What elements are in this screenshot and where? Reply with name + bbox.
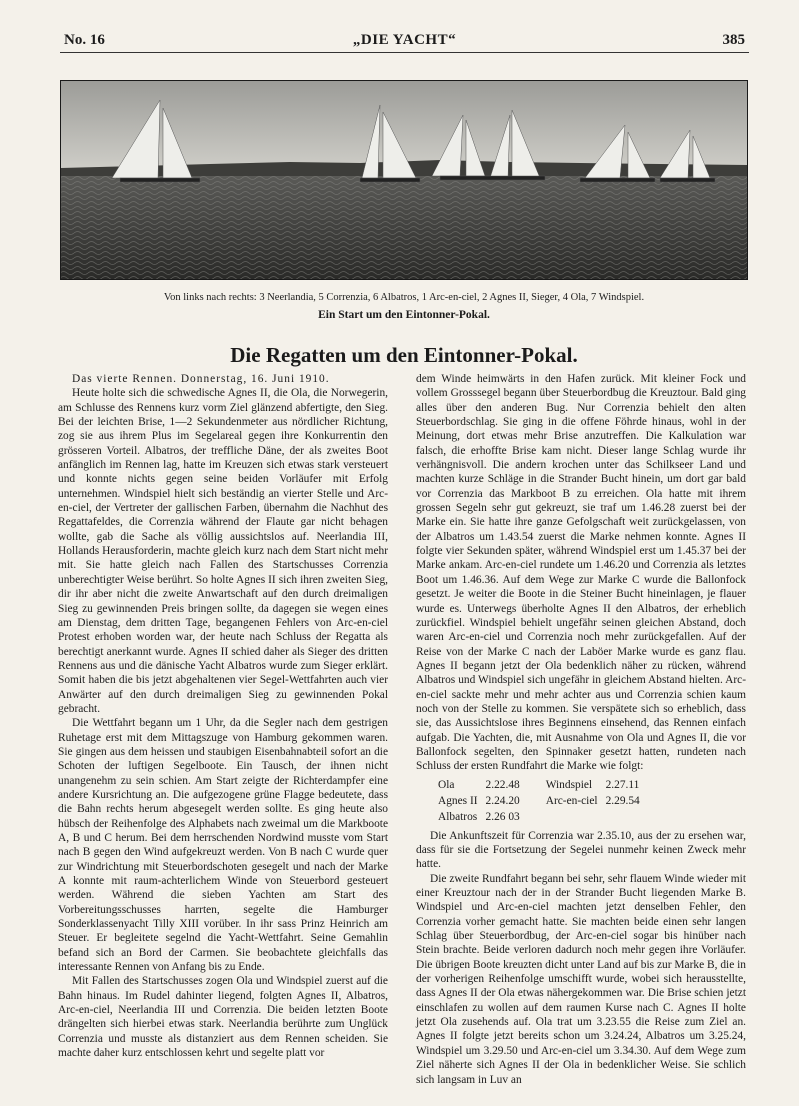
results-row [438,794,646,808]
boat-name [546,810,604,824]
left-column [58,372,388,1061]
boat-name: Ola [438,778,455,791]
page-number: 385 [722,32,745,48]
boat-time [606,810,646,824]
paragraph: dem Winde heimwärts in den Hafen zurück. Mit kleiner Fock und vollem Grosssegel begann über Steuerbordbug die Kreuztour. Bald ging alles über den anderen Bug. Nur Correnzia behielt den alten Steuerbordschlag. Sie ging in die offene Föhrde hinaus, wohl in der Meinung, dort etwas mehr Brise anzutreffen. Die Kalkulation war falsch, die erhoffte Brise kam nicht. Dieser lange Schlag wurde ihr verhängnisvoll. Die andern krochen unter das Schilkseer Land und machten kurze Schläge in die Strander Bucht hinein, um dort gar bald vor Correnzia das Markboot B zu erreichen. Ola hatte mit ihrem grossen Segeln sehr gut gekreuzt, sie traf um 1.46.28 zuerst bei der Marke ein. Sie hatte ihre ganze Gefolgschaft weit zurückgelassen, von der Albatros um 1.43.54 zuerst die Marke nehmen konnte. Agnes II folgte vier Sekunden später, während Windspiel erst um 1.45.37 bei der Marke ankam. Arc-en-ciel rundete um 1.46.20 und Correnzia als letztes Boot um 1.46.36. Auf dem Wege zur Marke C wurde die Ballonfock gesetzt. Je weiter die Boote in die Steiner Bucht hineinlagen, je flauer wurde es. Unterwegs überholte Agnes II den Albatros, der erheblich zurückfiel. Windspiel behielt ungefähr seinen gleichen Abstand, doch waren Arc-en-ciel und Correnzia noch mehr zurückgefallen. Auf der Reise von der Marke C nach der Laböer Marke wurde es ganz flau. Agnes II begann jetzt der Ola bedenklich näher zu rücken, während Albatros und Windspiel sich ungefähr in gleichem Abstand hielten. Arc-en-ciel sackte mehr und mehr achter aus und Correnzia schien kaum noch von der Stelle zu kommen. Sie verspätete sich so erheblich, dass sie, das Aussichtslose ihres Beginnens einsehend, das Rennen einfach aufgab. Die Yachten, die, mit Ausnahme von Ola und Agnes II, die vor Ballonfock segelten, den Spinnaker gesetzt hatten, rundeten nach Schluss der ersten Rundfahrt die Marke wie folgt: [416,373,746,773]
right-column [416,372,746,1087]
paragraph: Heute holte sich die schwedische Agnes II, die Ola, die Norwegerin, am Schlusse des Rennens kurz vorm Ziel glänzend abfertigte, den Sieg. Bei der leichten Brise, 1—2 Sekundenmeter aus nördlicher Richtung, zog sie aus ihrem Plus im Segelareal gegen ihre Konkurrentin den grösseren Vorteil. Albatros, der treffliche Däne, der als zweites Boot anfänglich im Rennen lag, hatte im Kreuzen sich etwas stark versteuert und konnte nichts gegen seine beiden Vorläufer mit Erfolg unternehmen. Windspiel hielt sich beständig an vierter Stelle und Arc-en-ciel, der Vertreter der gallischen Farben, übernahm die Nachhut des Regattafeldes, die Correnzia während der Flaute gar nicht behagen wollte, gab die Sache als völlig aussichtslos auf. Neerlandia III, Hollands Herausforderin, machte gleich kurz nach dem Start nicht mehr mit. Sie hatte gleich nach Fallen des Startschusses Correnzia unberechtigter Weise berührt. So holte Agnes II sich ihren zweiten Sieg, dir ihr aber nicht die zweite Anwartschaft auf den durch dreimaligen Sieg zu gewinnenden Preis bringen sollte, da dagegen sie wegen eines am Dienstag, dem dritten Tage, begangenen Fehlers von Arc-en-ciel Protest erhoben worden war, der heute nach Schluss der Regatta als berechtigt anerkannt wurde. Agnes II schied daher als Sieger des dritten Rennens aus und die dänische Yacht Albatros wurde zum Sieger erklärt. Somit haben die bis jetzt abgehaltenen vier Segel-Wettfahrten auch vier Anwärter auf den durch dreimaligen Sieg zu gewinnenden Pokal gebracht. [58,387,388,715]
boat-name: Agnes II [438,794,478,807]
results-row [438,778,646,792]
paragraph: Die Wettfahrt begann um 1 Uhr, da die Segler nach dem gestrigen Ruhetage erst mit dem Mittagszuge von Hamburg gekommen waren. Sie gingen aus dem heissen und staubigen Eisenbahnabteil sofort an die Schoten der luftigen Segelboote. Ein Tausch, der ihnen nicht unangenehm zu sein schien. Am Start zeigte der Richterdampfer eine andere Kursrichtung an. Die aufgezogene grüne Flagge bedeutete, dass die Bahn rechts herum abgesegelt werden sollte. Es ging heute also hübsch der Reihenfolge des Alphabets nach zweimal um die Markboote A, B und C herum. Bei dem herrschenden Nordwind musste vom Start nach B gegen den Wind aufgekreuzt werden. Von B nach C wurde quer zur Windrichtung mit Steuerbordschoten gesegelt und nach der Marke A konnte mit raum-achterlichem Winde von Steuerbord gesteuert werden. Während die sieben Yachten am Start des Vorbereitungsschusses harrten, segelte die Hamburger Sonderklassenyacht Tilly XIII vorüber. In ihr sass Prinz Heinrich am Steuer. Er begleitete segelnd die Yacht-Wettfahrt. Seine Gemahlin befand sich an Bord der Carmen. Sie beobachtete gleichfalls das interessante Rennen von Anfang bis zu Ende. [58,717,388,974]
results-row [438,810,646,824]
boat-time: 2.24.20 [485,794,520,807]
paragraph: Mit Fallen des Startschusses zogen Ola und Windspiel zuerst auf die Bahn hinaus. Im Rudel dahinter liegend, folgten Agnes II, Albatros, Arc-en-ciel, Neerlandia III und Correnzia. Die beiden letzten Boote drängelten sich hierbei etwas stark. Neerlandia berührte zum Unglück Correnzia und musste als distanziert aus dem Rennen scheiden. Sie machte daher kurz entschlossen kehrt und segelte platt vor [58,975,388,1060]
boat-name: Arc-en-ciel [545,794,598,807]
photo-caption-title: Ein Start um den Eintonner-Pokal. [318,309,490,321]
paragraph: Die Ankunftszeit für Correnzia war 2.35.10, aus der zu ersehen war, dass für sie die Fortsetzung der Segelei nunmehr keinen Zweck mehr hatte. [416,829,746,871]
regatta-photo [60,80,748,280]
dateline: Das vierte Rennen. Donnerstag, 16. Juni 1910. [72,373,330,385]
magazine-title: „DIE YACHT“ [352,32,457,48]
boat-name: Windspiel [545,778,593,791]
boat-time: 2.26 03 [485,811,520,824]
article-title: Die Regatten um den Eintonner-Pokal. [230,343,578,367]
issue-number: No. 16 [64,32,105,48]
page-header [60,30,749,53]
boat-name: Albatros [438,811,478,824]
boat-time: 2.27.11 [605,778,640,791]
boat-time: 2.22.48 [485,778,520,791]
boat-time: 2.29.54 [605,794,640,807]
paragraph: Die zweite Rundfahrt begann bei sehr, sehr flauem Winde wieder mit einer Kreuztour nach der in der Strander Bucht liegenden Marke B. Windspiel und Arc-en-ciel machten jetzt denselben Fehler, den Correnzia vorher gemacht hatte. Sie machten beide einen sehr langen Schlag über Steuerbordbug, der Arc-en-ciel sogar bis hinüber nach Stein brachte. Beide verloren dadurch noch mehr gegen ihre Vorläufer. Die übrigen Boote kreuzten dicht unter Land auf bis zur Marke B, die in der vorherigen Reihenfolge umschifft wurde, wobei sich herausstellte, dass Agnes II der Ola etwas nähergekommen war. Die Brise schien jetzt einschlafen zu wollen auf dem raumen Kurse nach C. Agnes II holte jetzt Ola zusehends auf. Ola trat um 3.23.55 die Reise zum Ziel an. Agnes II folgte jetzt bereits schon um 3.24.24, Albatros um 3.25.24, Windspiel um 3.29.50 und Arc-en-ciel um 3.34.30. Auf dem Wege zum Ziel näherte sich Agnes II der Ola in bedenklicher Weise. Sie schlich sich langsam in Luv an [416,872,746,1086]
results-table [436,776,648,827]
photo-caption: Von links nach rechts: 3 Neerlandia, 5 Correnzia, 6 Albatros, 1 Arc-en-ciel, 2 Agnes II, Sieger, 4 Ola, 7 Windspiel. [163,292,645,303]
